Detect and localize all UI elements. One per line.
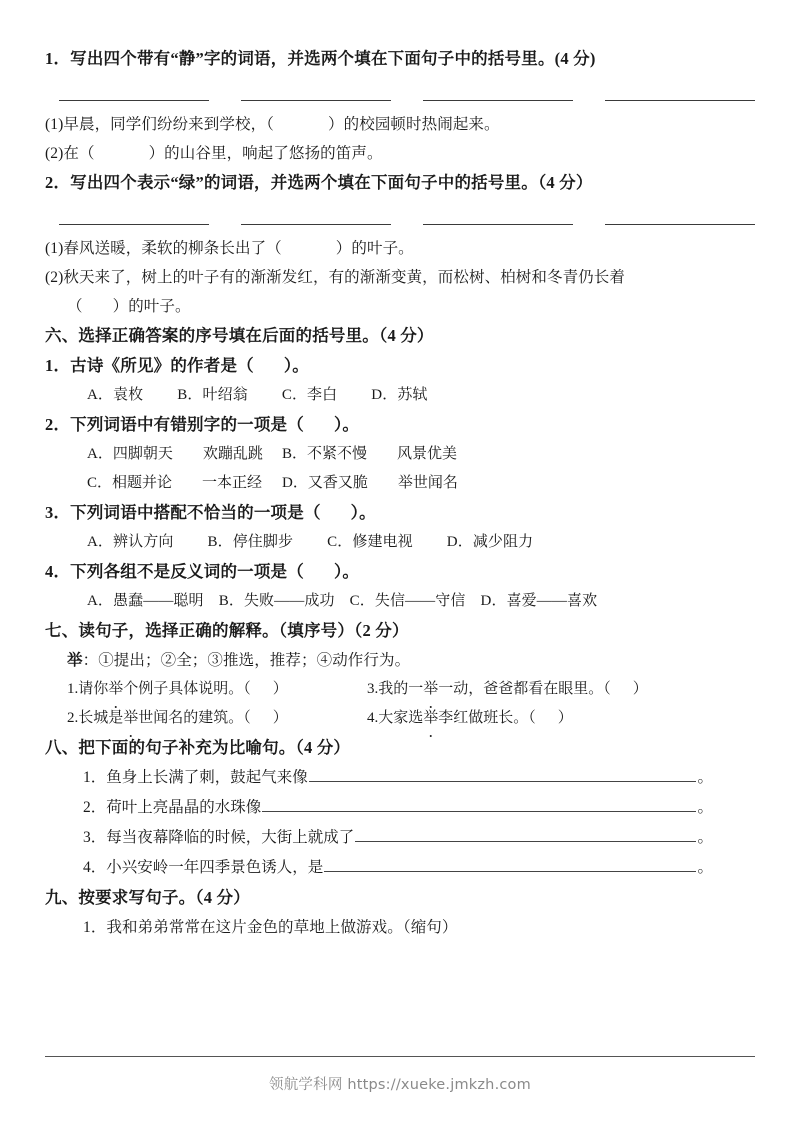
- section-7-item-1: [67, 675, 367, 704]
- section-7-items-row-2: [45, 704, 755, 733]
- question-2-answer-rules: [45, 198, 755, 234]
- write-in-line[interactable]: [309, 767, 697, 782]
- item-post: 世闻名的建筑。（: [138, 710, 251, 726]
- answer-rule[interactable]: [423, 209, 573, 225]
- item-pre: 2.长城是: [67, 710, 124, 726]
- option-d[interactable]: D．又香又脆 举世闻名: [282, 475, 458, 491]
- section-6-question-4-options[interactable]: A．愚蠢——聪明 B．失败——成功 C．失信——守信 D．喜爱——喜欢: [87, 593, 598, 609]
- answer-rule[interactable]: [423, 85, 573, 101]
- option-c[interactable]: C．相题并论 一本正经: [87, 475, 263, 491]
- item-pre: 3.我的一: [367, 681, 424, 697]
- stem-tail: ）。: [333, 415, 360, 434]
- section-6-question-2-stem: [45, 410, 755, 440]
- section-9-item-1: 1．我和弟弟常常在这片金色的草地上做游戏。（缩句）: [83, 919, 458, 936]
- item-lead: 2．荷叶上亮晶晶的水珠像: [83, 799, 262, 816]
- item-post: 个例子具体说明。（: [123, 681, 251, 697]
- section-8-item-4: [45, 853, 713, 883]
- section-6-question-1-options[interactable]: A．袁枚 B．叶绍翁 C．李白 D．苏轼: [87, 387, 428, 403]
- section-6-question-4-stem: [45, 557, 755, 587]
- stem-text: 3．下列词语中搭配不恰当的一项是（: [45, 503, 321, 522]
- answer-rule[interactable]: [605, 209, 755, 225]
- item-text: (1)早晨，同学们纷纷来到学校，（: [45, 116, 275, 133]
- section-8-item-3: [45, 823, 713, 853]
- answer-rule[interactable]: [605, 85, 755, 101]
- section-7-items-row-1: [45, 675, 755, 704]
- section-7-item-2: [67, 704, 367, 733]
- section-6-question-3-stem: [45, 498, 755, 528]
- stem-text: 4．下列各组不是反义词的一项是（: [45, 562, 304, 581]
- item-text: (2)在（: [45, 145, 95, 162]
- option-b[interactable]: B．不紧不慢 风景优美: [282, 446, 458, 462]
- section-6-question-3-options[interactable]: A．辨认方向 B．停住脚步 C．修建电视 D．减少阻力: [87, 534, 534, 550]
- footer-watermark: 领航学科网 https://xueke.jmkzh.com: [269, 1077, 531, 1093]
- answer-rule[interactable]: [59, 85, 209, 101]
- section-7-item-3: [367, 675, 648, 704]
- section-8-item-2: [45, 793, 713, 823]
- item-tail: ）: [632, 681, 648, 697]
- page-footer: [45, 1056, 755, 1094]
- section-6-question-2-options-row-1: [45, 440, 755, 469]
- section-8-item-1: [45, 763, 713, 793]
- question-2-heading: 2．写出四个表示“绿”的词语，并选两个填在下面句子中的括号里。（4 分）: [45, 173, 593, 192]
- item-text-tail: ）的校园顿时热闹起来。: [328, 116, 500, 133]
- write-in-line[interactable]: [324, 857, 696, 872]
- emphasis-char: 举: [123, 704, 138, 733]
- definition-body: ：①提出；②全；③推选，推荐；④动作行为。: [82, 652, 411, 669]
- item-text-tail: ）的山谷里，响起了悠扬的笛声。: [148, 145, 383, 162]
- section-6-heading: 六、选择正确答案的序号填在后面的括号里。（4 分）: [45, 326, 434, 345]
- emphasis-char: 举: [423, 675, 438, 704]
- section-7-item-4: [367, 704, 573, 733]
- question-1-heading: 1．写出四个带有“静”字的词语，并选两个填在下面句子中的括号里。(4 分): [45, 49, 596, 68]
- item-post: 一动，爸爸都看在眼里。（: [438, 681, 611, 697]
- definition-key: 举: [67, 652, 83, 669]
- item-tail: ）: [272, 681, 288, 697]
- item-pre: 4.大家选: [367, 710, 424, 726]
- item-tail: ）: [557, 710, 573, 726]
- item-pre: 1.请你: [67, 681, 109, 697]
- item-tail: 。: [697, 799, 713, 816]
- stem-tail: ）。: [333, 562, 360, 581]
- item-tail: 。: [697, 859, 713, 876]
- answer-rule[interactable]: [241, 85, 391, 101]
- question-1-item-1: [45, 110, 755, 139]
- question-2-item-1: [45, 234, 755, 263]
- emphasis-char: 举: [108, 675, 123, 704]
- item-lead: 4．小兴安岭一年四季景色诱人，是: [83, 859, 324, 876]
- question-2-item-2-continuation: [45, 292, 755, 321]
- item-text-tail: ）的叶子。: [335, 240, 414, 257]
- answer-rule[interactable]: [59, 209, 209, 225]
- section-6-question-2-options-row-2: [45, 469, 755, 498]
- section-8-heading: 八、把下面的句子补充为比喻句。（4 分）: [45, 738, 351, 757]
- item-text-tail: ）的叶子。: [112, 298, 191, 315]
- item-text: （: [67, 298, 83, 315]
- emphasis-char: 举: [423, 704, 438, 733]
- stem-tail: ）。: [283, 356, 310, 375]
- footer-divider: [45, 1056, 755, 1057]
- section-9-heading: 九、按要求写句子。（4 分）: [45, 888, 250, 907]
- option-a[interactable]: A．四脚朝天 欢蹦乱跳: [87, 446, 263, 462]
- item-tail: 。: [697, 829, 713, 846]
- section-7-heading: 七、读句子，选择正确的解释。（填序号）（2 分）: [45, 621, 409, 640]
- question-1-answer-rules: [45, 74, 755, 110]
- item-text: (1)春风送暖，柔软的柳条长出了（: [45, 240, 282, 257]
- question-1-item-2: [45, 139, 755, 168]
- stem-text: 2．下列词语中有错别字的一项是（: [45, 415, 304, 434]
- stem-tail: ）。: [350, 503, 376, 522]
- item-post: 李红做班长。（: [438, 710, 536, 726]
- answer-rule[interactable]: [241, 209, 391, 225]
- write-in-line[interactable]: [355, 827, 696, 842]
- item-lead: 1．鱼身上长满了刺，鼓起气来像: [83, 769, 308, 786]
- item-tail: ）: [272, 710, 288, 726]
- item-lead: 3．每当夜幕降临的时候，大街上就成了: [83, 829, 355, 846]
- stem-text: 1．古诗《所见》的作者是（: [45, 356, 254, 375]
- write-in-line[interactable]: [262, 797, 696, 812]
- question-2-item-2: (2)秋天来了，树上的叶子有的渐渐发红，有的渐渐变黄，而松树、柏树和冬青仍长着: [45, 269, 625, 286]
- item-tail: 。: [697, 769, 713, 786]
- section-6-question-1-stem: [45, 351, 755, 381]
- section-7-definition: [45, 646, 755, 675]
